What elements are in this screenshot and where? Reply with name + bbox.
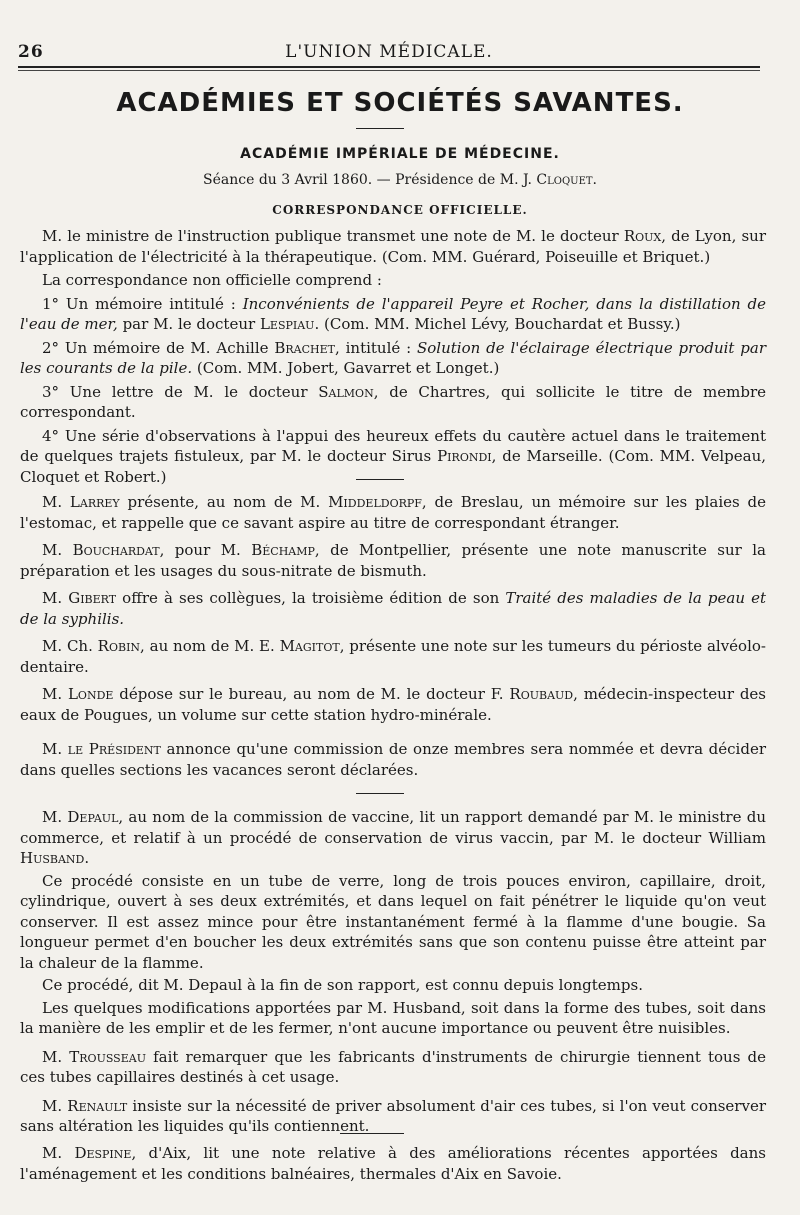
paragraph-londe: M. Londe dépose sur le bureau, au nom de M. le docteur F. Roubaud, médecin-inspecteur des eaux de Pougues, un volume sur cette station hydro-minérale. — [20, 685, 766, 724]
session-line: Séance du 3 Avril 1860. — Présidence de M. J. Cloquet. — [203, 172, 597, 188]
list-item: 1° Un mémoire intitulé : Inconvénients de l'appareil Peyre et Rocher, dans la distillation de l'eau de mer, par M. le docteur Lespiau. (Com. MM. Michel Lévy, Bouchardat et Bussy.) — [20, 294, 767, 333]
paragraph-procede: Ce procédé consiste en un tube de verre, long de trois pouces environ, capillaire, droit, cylindrique, ouvert à ses deux extrémités, et dans lequel on fait pénétrer le liquide qu'on veut conserver. Il est assez mince pour être instantanément fermé à la flamme d'une bougie. Sa longueur permet d'en boucher les deux extrémités sans que son contenu puisse être atteint par la chaleur de la flamme. — [20, 871, 766, 972]
journal-title: L'UNION MÉDICALE. — [285, 42, 493, 62]
paragraph-ministre: M. le ministre de l'instruction publique transmet une note de M. le docteur Roux, de Lyon, sur l'application de l'électricité à la thérapeutique. (Com. MM. Guérard, Poiseuille et Briquet.) — [20, 227, 766, 266]
header-rule-thin — [18, 70, 760, 71]
section-divider — [356, 793, 404, 794]
correspondence-heading: CORRESPONDANCE OFFICIELLE. — [272, 203, 528, 217]
despine-block — [20, 1143, 766, 1184]
section-divider — [356, 479, 404, 480]
running-head — [18, 38, 760, 62]
paragraph-depaul: M. Depaul, au nom de la commission de vaccine, lit un rapport demandé par M. le ministre du commerce, et relatif à un procédé de conservation de virus vaccin, par M. le docteur William Husband. — [20, 808, 766, 867]
page-number: 26 — [18, 42, 44, 62]
section-divider — [340, 1133, 404, 1134]
paragraph-larrey: M. Larrey présente, au nom de M. Middeldorpf, de Breslau, un mémoire sur les plaies de l'estomac, et rappelle que ce savant aspire au titre de correspondant étranger. — [20, 493, 766, 532]
academy-heading: ACADÉMIE IMPÉRIALE DE MÉDECINE. — [240, 146, 560, 162]
vaccine-report-block — [20, 807, 766, 1137]
title-divider — [356, 128, 404, 129]
paragraph-despine: M. Despine, d'Aix, lit une note relative à des améliorations récentes apportées dans l'aménagement et les conditions balnéaires, thermales d'Aix en Savoie. — [20, 1144, 766, 1183]
list-item: 3° Une lettre de M. le docteur Salmon, de Chartres, qui sollicite le titre de membre correspondant. — [20, 382, 766, 421]
paragraph-trousseau: M. Trousseau fait remarquer que les fabricants d'instruments de chirurgie tiennent tous de ces tubes capillaires destinés à cet usage. — [20, 1047, 766, 1086]
presentations-block — [20, 492, 766, 780]
section-title: ACADÉMIES ET SOCIÉTÉS SAVANTES. — [116, 88, 684, 118]
header-rule — [18, 66, 760, 68]
paragraph-bouchardat: M. Bouchardat, pour M. Béchamp, de Montpellier, présente une note manuscrite sur la préparation et les usages du sous-nitrate de bismuth. — [20, 541, 766, 580]
president-name: Cloquet — [536, 172, 593, 188]
paragraph-robin: M. Ch. Robin, au nom de M. E. Magitot, présente une note sur les tumeurs du périoste alvéolo-dentaire. — [20, 637, 766, 676]
paragraph-renault: M. Renault insiste sur la nécessité de priver absolument d'air ces tubes, si l'on veut conserver sans altération les liquides qu'ils contiennent. — [20, 1096, 766, 1135]
correspondence-block — [20, 226, 766, 487]
list-item: 4° Une série d'observations à l'appui des heureux effets du cautère actuel dans le traitement de quelques trajets fistuleux, par M. le docteur Sirus Pirondi, de Marseille. (Com. MM. Velpeau, Cloquet et Robert.) — [20, 426, 766, 486]
list-item: 2° Un mémoire de M. Achille Brachet, intitulé : Solution de l'éclairage électrique produit par les courants de la pile. (Com. MM. Jobert, Gavarret et Longet.) — [20, 338, 766, 377]
paragraph-non-officielle: La correspondance non officielle comprend : — [42, 271, 382, 289]
paragraph-president: M. le Président annonce qu'une commission de onze membres sera nommée et devra décider dans quelles sections les vacances seront déclarées. — [20, 740, 767, 779]
paragraph-gibert: M. Gibert offre à ses collègues, la troisième édition de son Traité des maladies de la peau et de la syphilis. — [20, 589, 766, 628]
paragraph-modifications: Les quelques modifications apportées par M. Husband, soit dans la forme des tubes, soit dans la manière de les emplir et de les fermer, n'ont aucune importance ou peuvent être nuisibles. — [20, 998, 766, 1037]
paragraph-connu: Ce procédé, dit M. Depaul à la fin de son rapport, est connu depuis longtemps. — [42, 976, 643, 994]
